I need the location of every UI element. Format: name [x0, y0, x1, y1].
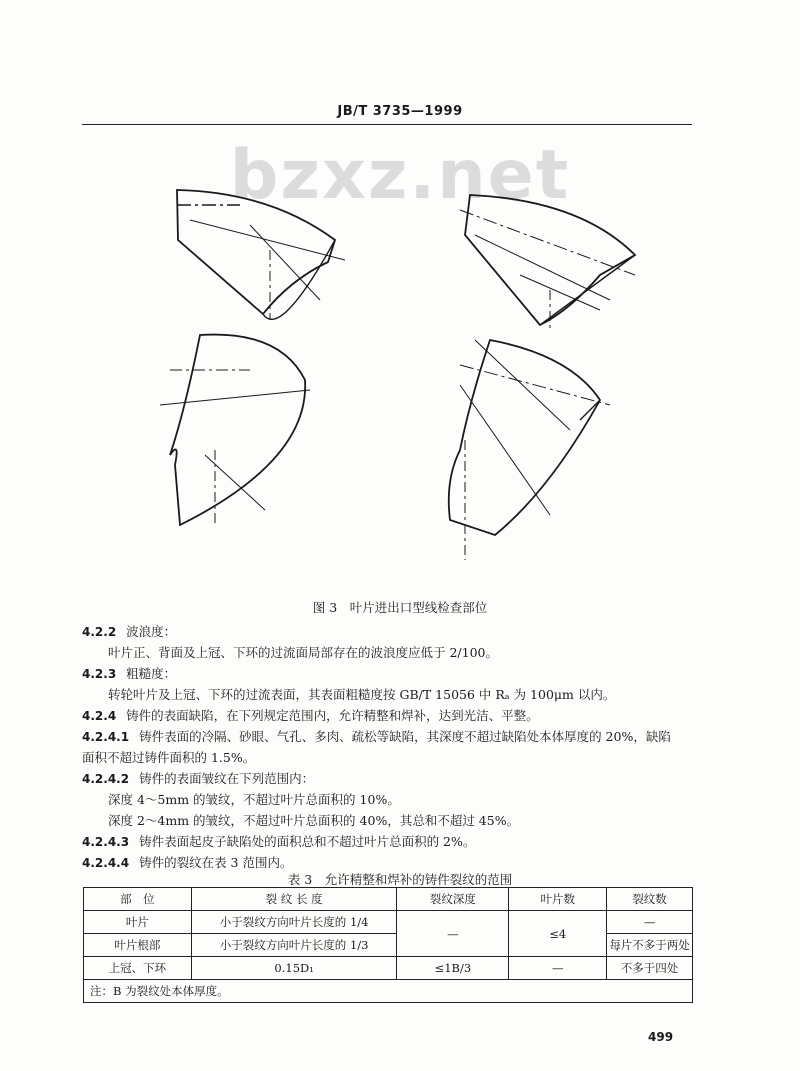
blade-profile-bottom-left [160, 335, 310, 525]
section-4-2-4: 4.2.4 铸件的表面缺陷，在下列规定范围内，允许精整和焊补，达到光洁、平整。 [82, 708, 539, 723]
section-4-2-4-2-item-1: 深度 4～5mm 的皱纹，不超过叶片总面积的 10%。 [108, 792, 400, 807]
table-header-cell: 部 位 [84, 888, 192, 911]
section-4-2-4-2: 4.2.4.2 铸件的表面皱纹在下列范围内： [82, 771, 315, 786]
table-cell: 每片不多于两处 [607, 934, 693, 957]
section-4-2-4-1-cont: 面积不超过铸件面积的 1.5%。 [82, 750, 256, 765]
table-cell: 叶片根部 [84, 934, 192, 957]
table-header-cell: 裂纹深度 [397, 888, 509, 911]
table-cell: ≤4 [509, 911, 607, 957]
table-cell: — [397, 911, 509, 957]
blade-profile-top-right [460, 195, 635, 330]
table-header-row [84, 888, 693, 911]
table-cell: ≤1B/3 [397, 957, 509, 980]
crack-range-table [83, 887, 693, 1003]
section-4-2-4-4: 4.2.4.4 铸件的裂纹在表 3 范围内。 [82, 855, 293, 870]
table-header-cell: 裂 纹 长 度 [191, 888, 397, 911]
section-4-2-3-text: 转轮叶片及上冠、下环的过流表面，其表面粗糙度按 GB/T 15056 中 Rₐ 为 100μm 以内。 [108, 687, 616, 702]
section-4-2-3: 4.2.3 粗糙度： [82, 666, 177, 681]
table-cell: 叶片 [84, 911, 192, 934]
table-header-cell: 裂纹数 [607, 888, 693, 911]
table-cell: 小于裂纹方向叶片长度的 1/4 [191, 911, 397, 934]
section-4-2-4-1: 4.2.4.1 铸件表面的冷隔、砂眼、气孔、多肉、疏松等缺陷，其深度不超过缺陷处本体厚度的 20%，缺陷 [82, 729, 671, 744]
standard-code-header: JB/T 3735—1999 [337, 104, 463, 119]
section-4-2-4-3: 4.2.4.3 铸件表面起皮子缺陷处的面积总和不超过叶片总面积的 2%。 [82, 834, 476, 849]
blade-profile-bottom-right [449, 340, 610, 560]
table-header-cell: 叶片数 [509, 888, 607, 911]
table-cell: — [607, 911, 693, 934]
table-caption: 表 3 允许精整和焊补的铸件裂纹的范围 [287, 872, 513, 887]
table-cell: 小于裂纹方向叶片长度的 1/3 [191, 934, 397, 957]
section-4-2-2: 4.2.2 波浪度： [82, 624, 177, 639]
section-4-2-2-text: 叶片正、背面及上冠、下环的过流面局部存在的波浪度应低于 2/100。 [108, 645, 498, 660]
watermark: bzxz.net [229, 136, 571, 215]
figure-caption: 图 3 叶片进出口型线检查部位 [312, 600, 488, 615]
table-cell: 0.15D₁ [191, 957, 397, 980]
blade-profile-figure [130, 180, 650, 590]
blade-profile-top-left [177, 190, 345, 320]
table-cell: 不多于四处 [607, 957, 693, 980]
table-cell: 上冠、下环 [84, 957, 192, 980]
table-note-row [84, 980, 693, 1003]
section-4-2-4-2-item-2: 深度 2～4mm 的皱纹，不超过叶片总面积的 40%，其总和不超过 45%。 [108, 813, 520, 828]
table-row [84, 957, 693, 980]
table-note: 注：B 为裂纹处本体厚度。 [84, 980, 693, 1003]
table-cell: — [509, 957, 607, 980]
header-rule [82, 124, 692, 125]
page-number: 499 [648, 1030, 674, 1044]
table-row [84, 911, 693, 934]
